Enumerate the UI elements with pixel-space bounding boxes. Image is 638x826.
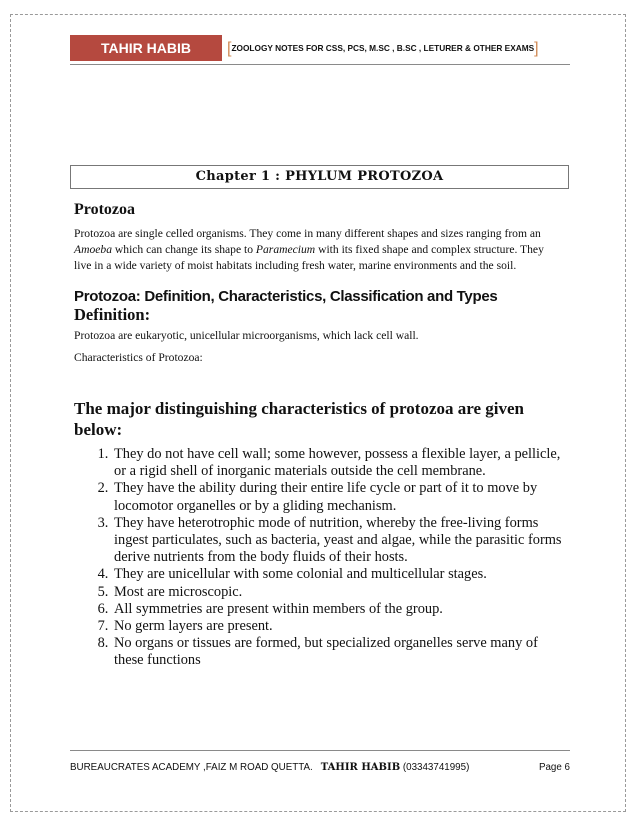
definition-text: Protozoa are eukaryotic, unicellular microorganisms, which lack cell wall. xyxy=(74,329,419,342)
footer-rule xyxy=(70,750,570,751)
section-heading: Protozoa: Definition, Characteristics, Classification and Types xyxy=(74,288,498,305)
intro-text-3: with its fixed shape and complex structure. They live in a wide variety of moist habitats including fresh water, marine environments and the soil. xyxy=(74,243,544,272)
protozoa-intro xyxy=(74,226,564,274)
list-item: 8. No organs or tissues are formed, but specialized organelles serve many of these functions xyxy=(112,635,564,669)
chapter-title: Chapter 1 : PHYLUM PROTOZOA xyxy=(70,165,569,189)
footer-text xyxy=(70,762,490,773)
footer-name: TAHIR HABIB xyxy=(320,762,401,773)
footer-academy: BUREAUCRATES ACADEMY ,FAIZ M ROAD QUETTA. xyxy=(70,762,313,773)
list-item: 2. They have the ability during their entire life cycle or part of it to move by locomotor organelles or by a gliding mechanism. xyxy=(112,480,564,514)
page-footer xyxy=(70,750,570,780)
list-item: 5. Most are microscopic. xyxy=(112,584,564,601)
footer-phone: (03343741995) xyxy=(400,762,470,773)
list-item: 1. They do not have cell wall; some however, possess a flexible layer, a pellicle, or a rigid shell of inorganic materials outside the cell membrane. xyxy=(112,446,564,480)
page-content xyxy=(74,200,564,670)
intro-text-1: Protozoa are single celled organisms. They come in many different shapes and sizes ranging from an xyxy=(74,227,541,240)
list-item: 3. They have heterotrophic mode of nutrition, whereby the free-living forms ingest particulates, such as bacteria, yeast and algae, while the parasitic forms derive nutrients from the body fluids of their hosts. xyxy=(112,515,564,567)
close-bracket: ] xyxy=(534,40,539,57)
definition-heading: Definition: xyxy=(74,305,151,324)
page-number: Page 6 xyxy=(538,762,570,773)
list-item: 7. No germ layers are present. xyxy=(112,618,564,635)
header-rule xyxy=(70,64,570,65)
list-item: 6. All symmetries are present within members of the group. xyxy=(112,601,564,618)
characteristics-list xyxy=(74,446,564,670)
intro-text-2: which can change its shape to xyxy=(112,243,256,256)
amoeba-term: Amoeba xyxy=(74,243,112,256)
list-item: 4. They are unicellular with some colonial and multicellular stages. xyxy=(112,566,564,583)
page-header xyxy=(70,35,570,65)
author-box: TAHIR HABIB xyxy=(70,35,222,61)
open-bracket: [ xyxy=(227,40,232,57)
protozoa-heading: Protozoa xyxy=(74,201,136,218)
characteristics-label: Characteristics of Protozoa: xyxy=(74,351,203,364)
header-notes xyxy=(227,35,567,61)
header-notes-text: ZOOLOGY NOTES FOR CSS, PCS, M.SC , B.SC , LETURER & OTHER EXAMS xyxy=(231,43,535,53)
paramecium-term: Paramecium xyxy=(255,243,316,256)
major-heading: The major distinguishing characteristics of protozoa are given below: xyxy=(74,399,525,439)
